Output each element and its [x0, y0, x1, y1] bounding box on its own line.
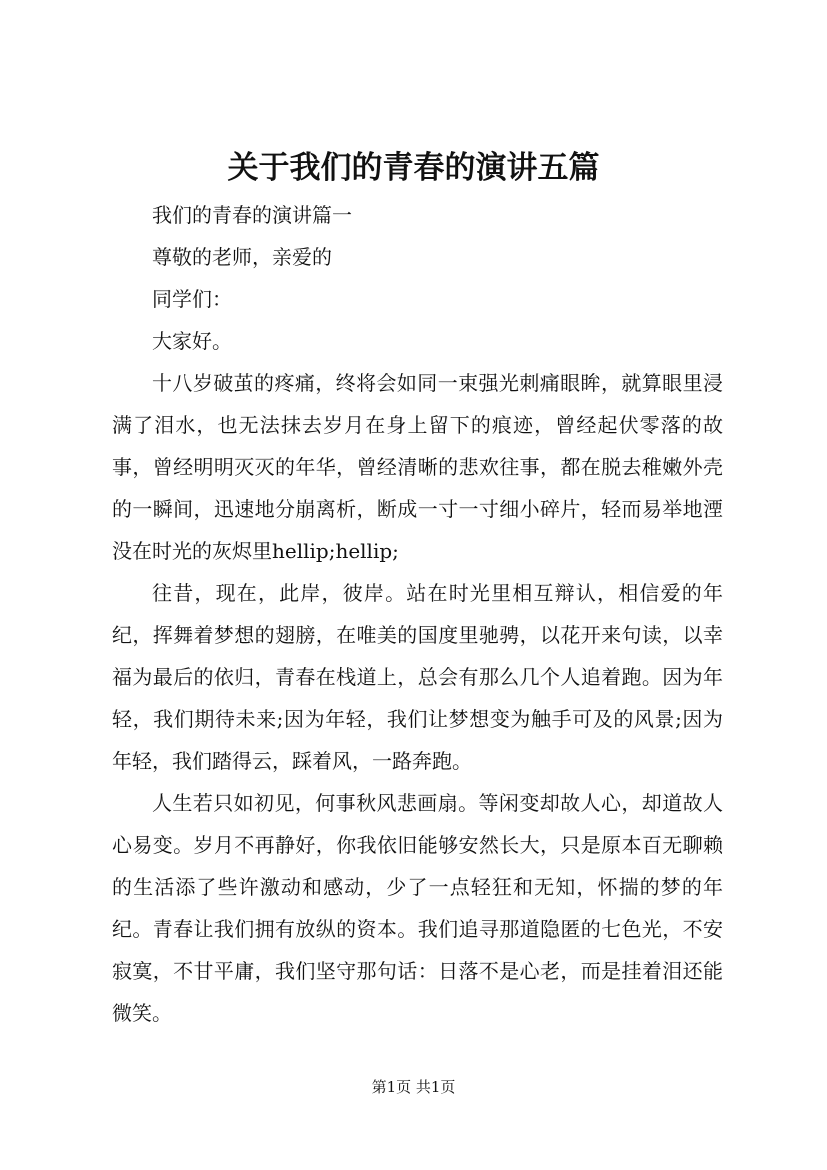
body-paragraph-2: 往昔，现在，此岸，彼岸。站在时光里相互辩认，相信爱的年纪，挥舞着梦想的翅膀，在唯美的国度里驰骋，以花开来句读，以幸福为最后的依归，青春在栈道上，总会有那么几个人追着跑。因为年轻，我们期待未来;因为年轻，我们让梦想变为触手可及的风景;因为年轻，我们踏得云，踩着风，一路奔跑。: [112, 581, 723, 773]
salutation-line-1: 尊敬的老师，亲爱的: [152, 245, 332, 269]
body-paragraph-3: 人生若只如初见，何事秋风悲画扇。等闲变却故人心，却道故人心易变。岁月不再静好，你我依旧能够安然长大，只是原本百无聊赖的生活添了些许激动和感动，少了一点轻狂和无知，怀揣的梦的年纪。青春让我们拥有放纵的资本。我们追寻那道隐匿的七色光，不安寂寞，不甘平庸，我们坚守那句话：日落不是心老，而是挂着泪还能微笑。: [112, 791, 723, 1025]
document-title: 关于我们的青春的演讲五篇: [227, 150, 600, 186]
salutation-line-2: 同学们：: [152, 287, 232, 311]
document-body: [112, 194, 723, 1034]
body-paragraph-1: 十八岁破茧的疼痛，终将会如同一束强光刺痛眼眸，就算眼里浸满了泪水，也无法抹去岁月在身上留下的痕迹，曾经起伏零落的故事，曾经明明灭灭的年华，曾经清晰的悲欢往事，都在脱去稚嫩外壳的一瞬间，迅速地分崩离析，断成一寸一寸细小碎片，轻而易举地湮没在时光的灰烬里hellip;hellip;: [112, 371, 723, 563]
greeting: 大家好。: [152, 329, 232, 353]
section-heading: 我们的青春的演讲篇一: [152, 203, 352, 227]
page-footer: 第1页 共1页: [371, 1078, 456, 1096]
